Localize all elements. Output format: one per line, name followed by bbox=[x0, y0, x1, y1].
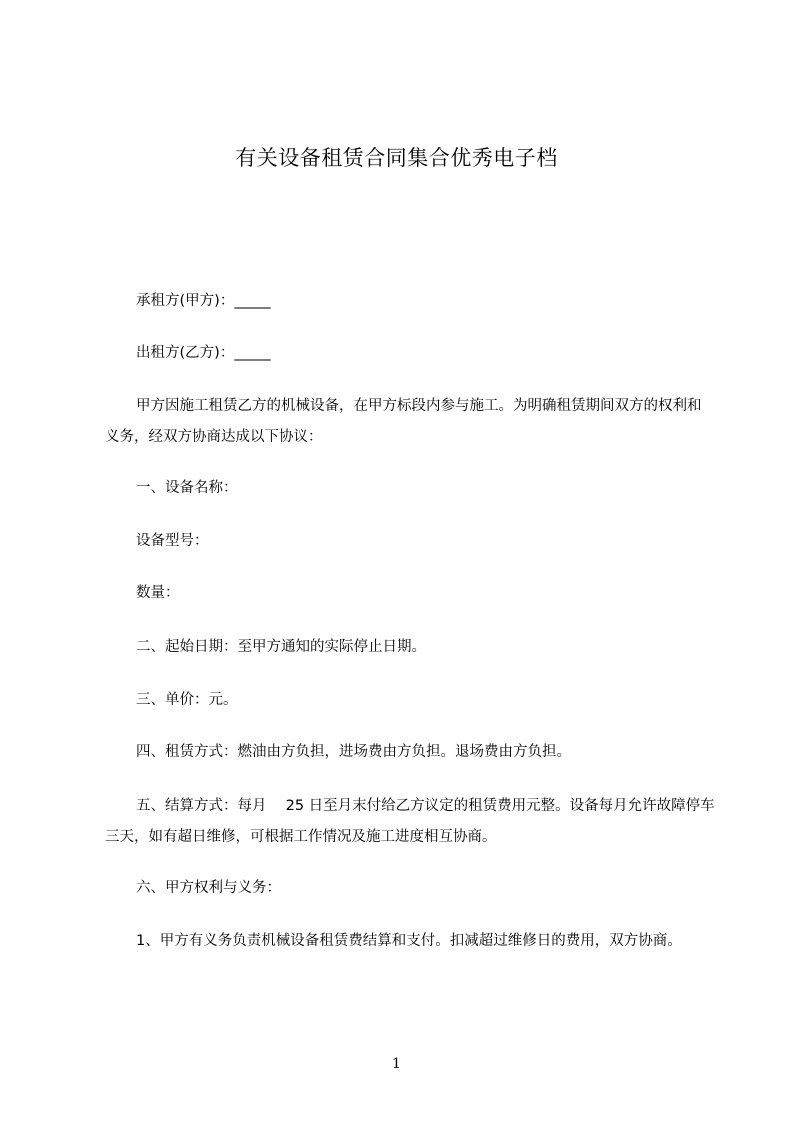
section-4-lease-terms: 四、租赁方式：燃油由方负担，进场费由方负担。退场费由方负担。 bbox=[136, 744, 571, 760]
lessor-line: 出租方(乙方)：_____ bbox=[136, 345, 271, 361]
section-1-equipment-name: 一、设备名称： bbox=[136, 480, 238, 496]
document-title: 有关设备租赁合同集合优秀电子档 bbox=[235, 146, 558, 170]
equipment-quantity: 数量： bbox=[136, 585, 180, 601]
section-5-settlement: 五、结算方式：每月 25 日至月末付给乙方议定的租赁费用元整。设备每月允许故障停车三天，如有超日维修，可根据工作情况及施工进度相互协商。 bbox=[105, 798, 715, 845]
section-3-unit-price: 三、单价：元。 bbox=[136, 692, 238, 708]
equipment-model: 设备型号： bbox=[136, 533, 209, 549]
section-6-party-a-rights: 六、甲方权利与义务： bbox=[136, 880, 281, 896]
clause-6-1: 1、甲方有义务负责机械设备租赁费结算和支付。扣减超过维修日的费用，双方协商。 bbox=[136, 933, 682, 949]
section-2-start-date: 二、起始日期：至甲方通知的实际停止日期。 bbox=[136, 639, 426, 655]
intro-paragraph: 甲方因施工租赁乙方的机械设备，在甲方标段内参与施工。为明确租赁期间双方的权利和义务，经双方协商达成以下协议： bbox=[105, 398, 702, 445]
lessee-line: 承租方(甲方)：_____ bbox=[136, 293, 271, 309]
page-number: 1 bbox=[392, 1056, 401, 1072]
